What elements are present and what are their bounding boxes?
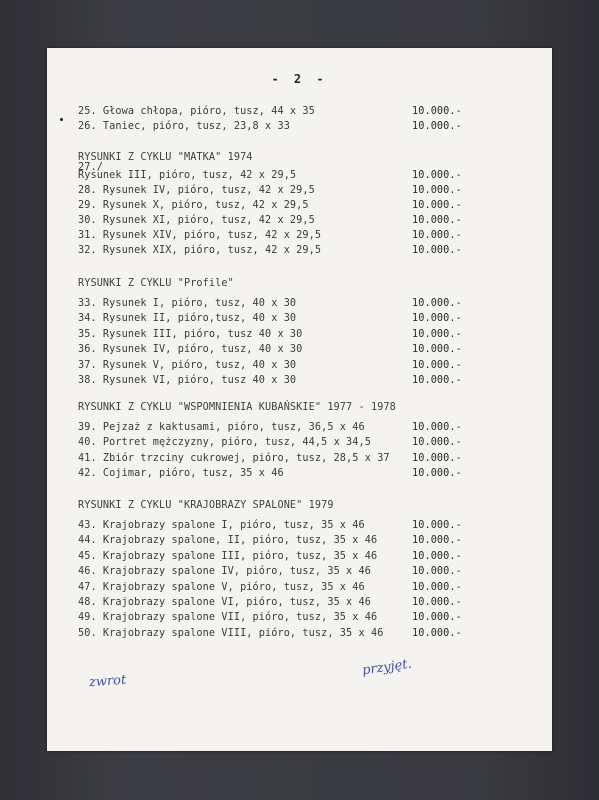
item-description: 49. Krajobrazy spalone VII, pióro, tusz, 35 x 46 [78,612,378,624]
section-heading: RYSUNKI Z CYKLU "MATKA" 1974 [78,152,253,163]
item-description: 46. Krajobrazy spalone IV, pióro, tusz, 35 x 46 [78,566,371,578]
item-description: 42. Cojimar, pióro, tusz, 35 x 46 [78,467,284,479]
item-price: 10.000.- [412,359,462,371]
handwritten-note-left: zwrot [88,672,127,691]
item-description: 43. Krajobrazy spalone I, pióro, tusz, 35 x 46 [78,520,365,531]
item-description: 31. Rysunek XIV, pióro, tusz, 42 x 29,5 [78,229,322,241]
item-description: 34. Rysunek II, pióro,tusz, 40 x 30 [78,313,297,325]
item-description: 39. Pejzaż z kaktusami, pióro, tusz, 36,5 x 46 [78,422,365,433]
item-description: 28. Rysunek IV, pióro, tusz, 42 x 29,5 [78,184,315,196]
item-description: Rysunek III, pióro, tusz, 42 x 29,5 [78,170,297,181]
item-price: 10.000.- [412,597,462,608]
item-price: 10.000.- [412,170,462,181]
item-price: 10.000.- [412,375,462,386]
section-heading: RYSUNKI Z CYKLU "Profile" [78,278,234,289]
item-description: 27./ [78,162,103,173]
item-description: 36. Rysunek IV, pióro, tusz, 40 x 30 [78,344,303,356]
item-price: 10.000.- [412,121,462,132]
item-description: 26. Taniec, pióro, tusz, 23,8 x 33 [78,121,290,132]
item-price: 10.000.- [412,328,462,340]
item-description: 50. Krajobrazy spalone VIII, pióro, tusz, 35 x 46 [78,627,384,639]
item-price: 10.000.- [412,313,462,325]
item-description: 45. Krajobrazy spalone III, pióro, tusz, 35 x 46 [78,550,378,562]
item-description: 35. Rysunek III, pióro, tusz 40 x 30 [78,328,303,340]
item-description: 38. Rysunek VI, pióro, tusz 40 x 30 [78,375,297,386]
item-price: 10.000.- [412,422,462,433]
item-description: 47. Krajobrazy spalone V, pióro, tusz, 35 x 46 [78,581,365,593]
item-price: 10.000.- [412,184,462,196]
item-price: 10.000.- [412,344,462,356]
item-description: 32. Rysunek XIX, pióro, tusz, 42 x 29,5 [78,244,322,256]
item-description: 30. Rysunek XI, pióro, tusz, 42 x 29,5 [78,214,315,226]
item-price: 10.000.- [412,437,462,449]
item-description: 44. Krajobrazy spalone, II, pióro, tusz, 35 x 46 [78,535,378,547]
item-description: 29. Rysunek X, pióro, tusz, 42 x 29,5 [78,199,309,211]
item-price: 10.000.- [412,214,462,226]
section-heading: RYSUNKI Z CYKLU "KRAJOBRAZY SPALONE" 1979 [78,500,334,511]
item-price: 10.000.- [412,106,462,117]
item-description: 37. Rysunek V, pióro, tusz, 40 x 30 [78,359,297,371]
item-price: 10.000.- [412,566,462,578]
punch-mark [60,118,63,121]
item-price: 10.000.- [412,298,462,309]
item-description: 33. Rysunek I, pióro, tusz, 40 x 30 [78,298,297,309]
item-price: 10.000.- [412,581,462,593]
item-price: 10.000.- [412,627,462,639]
item-price: 10.000.- [412,467,462,479]
handwritten-note-right: przyjęt. [361,656,413,679]
item-price: 10.000.- [412,452,462,464]
item-price: 10.000.- [412,229,462,241]
item-description: 25. Głowa chłopa, pióro, tusz, 44 x 35 [78,106,315,117]
item-description: 41. Zbiór trzciny cukrowej, pióro, tusz, 28,5 x 37 [78,452,390,464]
item-price: 10.000.- [412,612,462,624]
item-price: 10.000.- [412,244,462,256]
item-price: 10.000.- [412,520,462,531]
section-heading: RYSUNKI Z CYKLU "WSPOMNIENIA KUBAŃSKIE" 1977 - 1978 [78,402,396,413]
document-page [47,48,552,751]
item-price: 10.000.- [412,550,462,562]
item-description: 48. Krajobrazy spalone VI, pióro, tusz, 35 x 46 [78,597,371,608]
item-price: 10.000.- [412,535,462,547]
item-price: 10.000.- [412,199,462,211]
item-description: 40. Portret mężczyzny, pióro, tusz, 44,5 x 34,5 [78,437,371,449]
page-number: - 2 - [271,72,328,86]
